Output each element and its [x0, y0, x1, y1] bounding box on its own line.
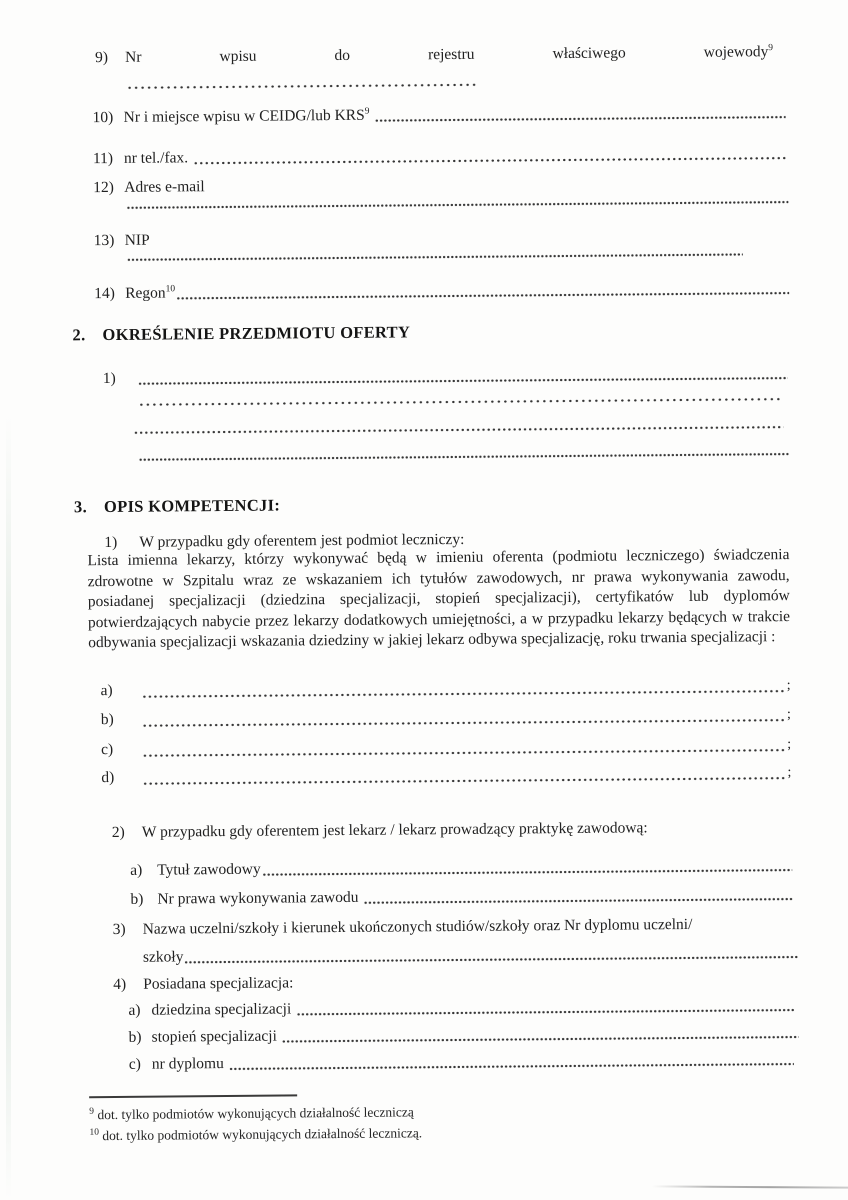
item-label: Nr i miejsce wpisu w CEIDG/lub KRS$^9$ — [123, 106, 370, 126]
line-suffix: ; — [786, 678, 791, 694]
section-2-heading — [72, 322, 410, 345]
item-label: dziedzina specjalizacji — [151, 1000, 292, 1019]
scan-artifact-left-band — [6, 415, 11, 1200]
dotted-blank — [133, 425, 783, 435]
item-label: nr dyplomu — [151, 1055, 224, 1073]
item-number: 2) — [111, 823, 125, 841]
item-label: Posiadana specjalizacja: — [143, 974, 294, 993]
footnote-marker: 10 — [89, 1127, 100, 1138]
item-label: Regon$^{10}$ — [125, 284, 176, 302]
item-number: d) — [101, 768, 115, 787]
dotted-blank — [138, 397, 783, 407]
dotted-blank — [193, 156, 786, 165]
item-number: 10) — [92, 108, 114, 127]
section-number: 3. — [73, 497, 88, 517]
item-number: b) — [100, 710, 114, 729]
item-label: NIP — [124, 231, 150, 249]
item-number: c) — [128, 1055, 141, 1073]
item-label: Nr prawa wykonywania zawodu — [157, 888, 359, 908]
item-number: 13) — [93, 231, 115, 250]
blank-item-c — [101, 734, 791, 760]
dotted-blank — [296, 1008, 795, 1016]
dotted-blank — [142, 718, 785, 728]
line-suffix: ; — [787, 737, 792, 753]
item-label: Adres e-mail — [124, 178, 205, 196]
dotted-blank — [138, 376, 788, 386]
item-number: a) — [130, 861, 143, 879]
competence-item-4 — [113, 973, 293, 994]
item-number: a) — [100, 681, 113, 700]
footnote-ref-9: 9 — [768, 43, 774, 54]
form-item-10 — [93, 102, 786, 127]
footnote-text: dot. tylko podmiotów wykonujących działalność leczniczą — [97, 1104, 414, 1123]
dotted-blank — [363, 897, 792, 905]
word: wojewody$^9$ — [703, 43, 774, 61]
dotted-blank — [139, 452, 789, 462]
word: do — [334, 46, 351, 65]
offer-subject-item-1 — [103, 363, 788, 388]
footnote-ref-9: 9 — [364, 106, 370, 117]
dotted-blank — [282, 1035, 799, 1044]
item-number: 3) — [112, 920, 126, 938]
form-item-11 — [93, 143, 786, 168]
footnote-marker: 9 — [89, 1106, 95, 1117]
item-number: 11) — [92, 149, 114, 168]
item-number: b) — [130, 890, 144, 908]
item-label: nr tel./fax. — [123, 149, 189, 167]
item-number: 1) — [104, 533, 118, 552]
competence-item-2b — [130, 884, 792, 909]
competence-item-4b — [129, 1022, 799, 1047]
line-suffix: ; — [787, 765, 792, 781]
word: rejestru — [427, 45, 475, 64]
blank-item-d — [101, 762, 791, 788]
dotted-blank — [229, 1062, 794, 1071]
item-label: W przypadku gdy oferentem jest podmiot leczniczy: — [139, 530, 465, 551]
competence-item-4c — [129, 1049, 794, 1074]
item-label — [125, 42, 773, 67]
item-number: a) — [128, 1001, 141, 1019]
item-label: Tytuł zawodowy — [157, 860, 261, 879]
footnote-text: dot. tylko podmiotów wykonujących działalność leczniczą. — [102, 1125, 423, 1144]
item-number: c) — [101, 740, 114, 759]
doctors-list-paragraph: Lista imienna lekarzy, którzy wykonywać będą w imieniu oferenta (podmiotu leczniczego) świadczenia zdrowotne w Szpitalu wraz ze wskazaniem ich tytułów zawodowych, nr prawa wykonywania zawodu, posiadanej specjalizacji (dziedzina specjalizacji, stopień specjalizacji), certyfikatów lub dyplomów potwierdzających nabycie przez lekarzy dodatkowych umiejętności, a w przypadku lekarzy będących w trakcie odbywania specjalizacji wskazania dziedziny w jakiej lekarz odbywa specjalizację, roku trwania specjalizacji : — [87, 546, 791, 652]
item-number: 14) — [94, 284, 115, 303]
competence-item-2 — [112, 818, 648, 842]
line-suffix: ; — [786, 707, 791, 723]
footnote-9 — [89, 1103, 414, 1124]
footnote-ref-10: 10 — [165, 284, 176, 295]
form-item-14 — [94, 278, 789, 303]
competence-item-4a — [128, 995, 795, 1020]
form-item-13 — [94, 225, 787, 250]
section-title: OKREŚLENIE PRZEDMIOTU OFERTY — [102, 322, 411, 345]
dotted-blank — [262, 868, 792, 877]
item-number: 4) — [113, 975, 127, 993]
section-title: OPIS KOMPETENCJI: — [103, 495, 281, 517]
dotted-blank — [142, 748, 785, 758]
item-number: 9) — [95, 48, 109, 67]
section-3-heading — [74, 496, 280, 518]
dotted-blank — [142, 776, 785, 786]
dotted-blank — [126, 83, 478, 90]
competence-item-3 — [113, 915, 693, 939]
dotted-blank — [126, 200, 788, 210]
item-number: 12) — [93, 178, 114, 197]
form-item-9 — [95, 42, 773, 67]
word: Nr — [125, 48, 142, 66]
item-label: szkoły — [142, 948, 184, 966]
dotted-blank — [176, 291, 789, 300]
word: wpisu — [219, 47, 257, 66]
form-item-12 — [93, 172, 786, 197]
blank-item-a — [101, 675, 791, 701]
section-number: 2. — [72, 325, 86, 345]
competence-item-2a — [130, 855, 792, 880]
word: właściwego — [552, 44, 626, 63]
competence-item-3-line2 — [143, 942, 798, 967]
item-number: 1) — [102, 369, 116, 388]
dotted-blank — [127, 252, 743, 261]
dotted-blank — [184, 955, 798, 964]
dotted-blank — [142, 689, 785, 699]
dotted-blank — [374, 115, 785, 123]
footnote-10 — [89, 1124, 422, 1145]
item-label: stopień specjalizacji — [151, 1027, 277, 1046]
item-label: W przypadku gdy oferentem jest lekarz / lekarz prowadzący praktykę zawodową: — [141, 819, 648, 841]
blank-item-b — [101, 704, 791, 730]
item-label: Nazwa uczelni/szkoły i kierunek ukończonych studiów/szkoły oraz Nr dyplomu uczelni/ — [142, 915, 693, 938]
item-number: b) — [128, 1028, 142, 1046]
footnote-separator — [89, 1094, 297, 1098]
